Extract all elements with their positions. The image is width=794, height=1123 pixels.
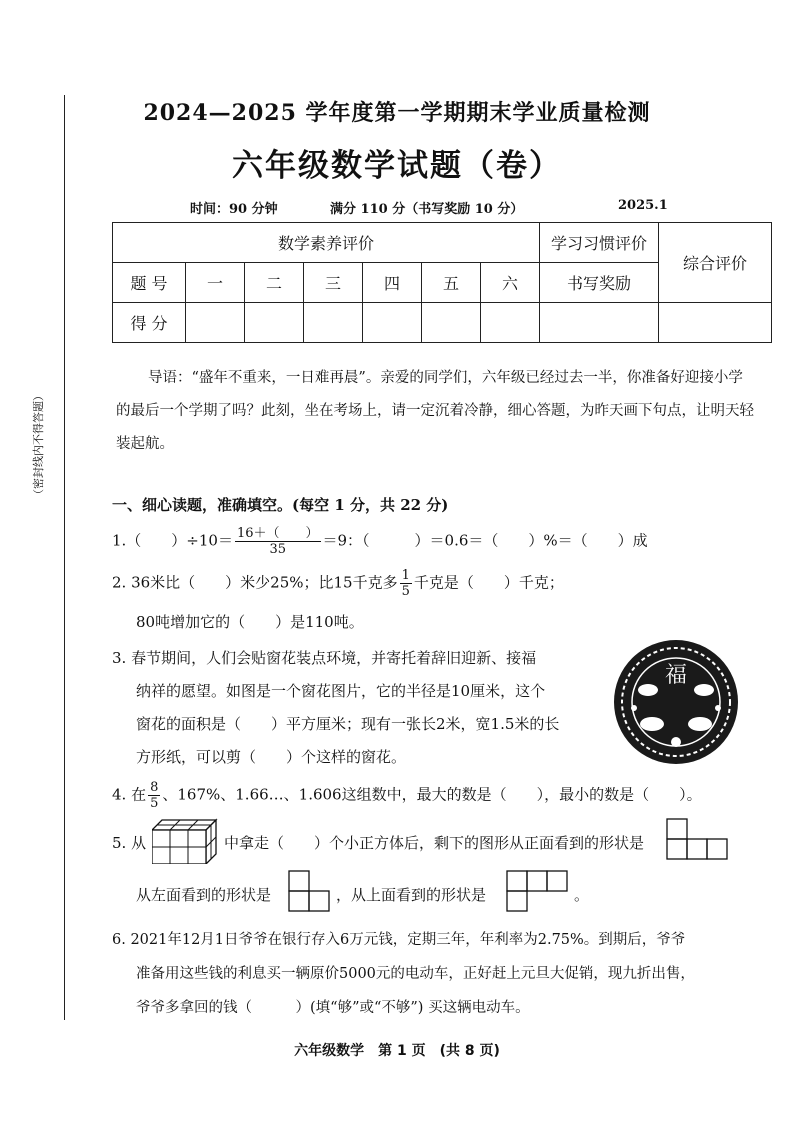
- fraction: $\frac{1}{5}$: [401, 568, 410, 599]
- fu-character: 福: [664, 663, 688, 688]
- score-cell: [540, 303, 659, 343]
- question-6-line3: 爷爷多拿回的钱（ ）(填“够”或“不够”) 买这辆电动车。: [136, 1000, 530, 1016]
- question-3-line2: 纳祥的愿望。如图是一个窗花图片，它的半径是10厘米，这个: [136, 682, 546, 700]
- score-cell: [245, 303, 304, 343]
- score-cell: [659, 303, 772, 343]
- binding-line: [64, 95, 65, 1020]
- col-header-writing: 书写奖励: [540, 263, 659, 303]
- col-header: 六: [481, 263, 540, 303]
- section-heading: 一、细心读题，准确填空。(每空 1 分，共 22 分): [112, 496, 449, 514]
- exam-subtitle: 六年级数学试题（卷）: [232, 148, 562, 184]
- question-5-e: 。: [574, 886, 590, 904]
- col-header: 四: [363, 263, 422, 303]
- question-6-line1: 6. 2021年12月1日爷爷在银行存入6万元钱，定期三年，年利率为2.75%。到期后，爷爷: [112, 932, 686, 948]
- score-cell: [186, 303, 245, 343]
- question-3-line1: 3. 春节期间，人们会贴窗花装点环境，并寄托着辞旧迎新、接福: [112, 649, 537, 667]
- page-footer: 六年级数学 第 1 页 (共 8 页): [294, 1043, 500, 1059]
- col-header: 二: [245, 263, 304, 303]
- question-2-line2: 80吨增加它的（ ）是110吨。: [136, 613, 364, 631]
- question-1: 1.（ ）÷10＝ $\frac{16+( )}{35}$ ＝9：（ ）＝0.6＝（ ）%＝（ ）成: [112, 526, 648, 557]
- score-group-overall: 综合评价: [659, 223, 772, 303]
- question-3-line3: 窗花的面积是（ ）平方厘米；现有一张长2米，宽1.5米的长: [136, 715, 560, 733]
- score-cell: [363, 303, 422, 343]
- row-label-score: 得 分: [113, 303, 186, 343]
- score-cell: [422, 303, 481, 343]
- exam-date: 2025.1: [618, 198, 668, 213]
- col-header: 三: [304, 263, 363, 303]
- question-5-c: 从左面看到的形状是: [136, 886, 272, 904]
- left-view-figure: [288, 870, 334, 914]
- question-4: 4. 在 $\frac{8}{5}$ 、167%、1.66…、1.606这组数中，最大的数是（ ），最小的数是（ ）。: [112, 780, 702, 811]
- front-view-figure: [666, 818, 730, 862]
- fraction: $\frac{8}{5}$: [150, 780, 159, 811]
- fraction: $\frac{16+( )}{35}$: [236, 526, 319, 557]
- question-6-line2: 准备用这些钱的利息买一辆原价5000元的电动车，正好赶上元旦大促销，现九折出售，: [136, 966, 695, 982]
- exam-title: 2024—2025 学年度第一学期期末学业质量检测: [143, 100, 651, 126]
- score-table: [112, 222, 772, 343]
- intro-text: 导语：“盛年不重来，一日难再晨”。亲爱的同学们，六年级已经过去一半，你准备好迎接小学的最后一个学期了吗？此刻，坐在考场上，请一定沉着冷静，细心答题，为昨天画下句点，让明天轻装起航。: [116, 370, 754, 452]
- col-header: 一: [186, 263, 245, 303]
- cube-stack-figure: [152, 818, 222, 864]
- binding-note: （密封线内不得答题）: [32, 390, 45, 500]
- exam-score: 满分 110 分（书写奖励 10 分）: [330, 202, 524, 217]
- score-group-literacy: 数学素养评价: [113, 223, 540, 263]
- row-label-question: 题 号: [113, 263, 186, 303]
- col-header: 五: [422, 263, 481, 303]
- question-5-a: 5. 从: [112, 834, 147, 852]
- score-cell: [304, 303, 363, 343]
- question-2: 2. 36米比（ ）米少25%；比15千克多 $\frac{1}{5}$ 千克是（ ）千克；: [112, 568, 564, 599]
- question-3-line4: 方形纸，可以剪（ ）个这样的窗花。: [136, 748, 407, 766]
- top-view-figure: [506, 870, 572, 914]
- window-flower-image: [612, 638, 740, 766]
- question-5-d: ，从上面看到的形状是: [336, 886, 487, 904]
- score-group-habit: 学习习惯评价: [540, 223, 659, 263]
- question-5-b: 中拿走（ ）个小正方体后，剩下的图形从正面看到的形状是: [224, 834, 645, 852]
- score-cell: [481, 303, 540, 343]
- exam-time: 时间：90 分钟: [190, 202, 278, 217]
